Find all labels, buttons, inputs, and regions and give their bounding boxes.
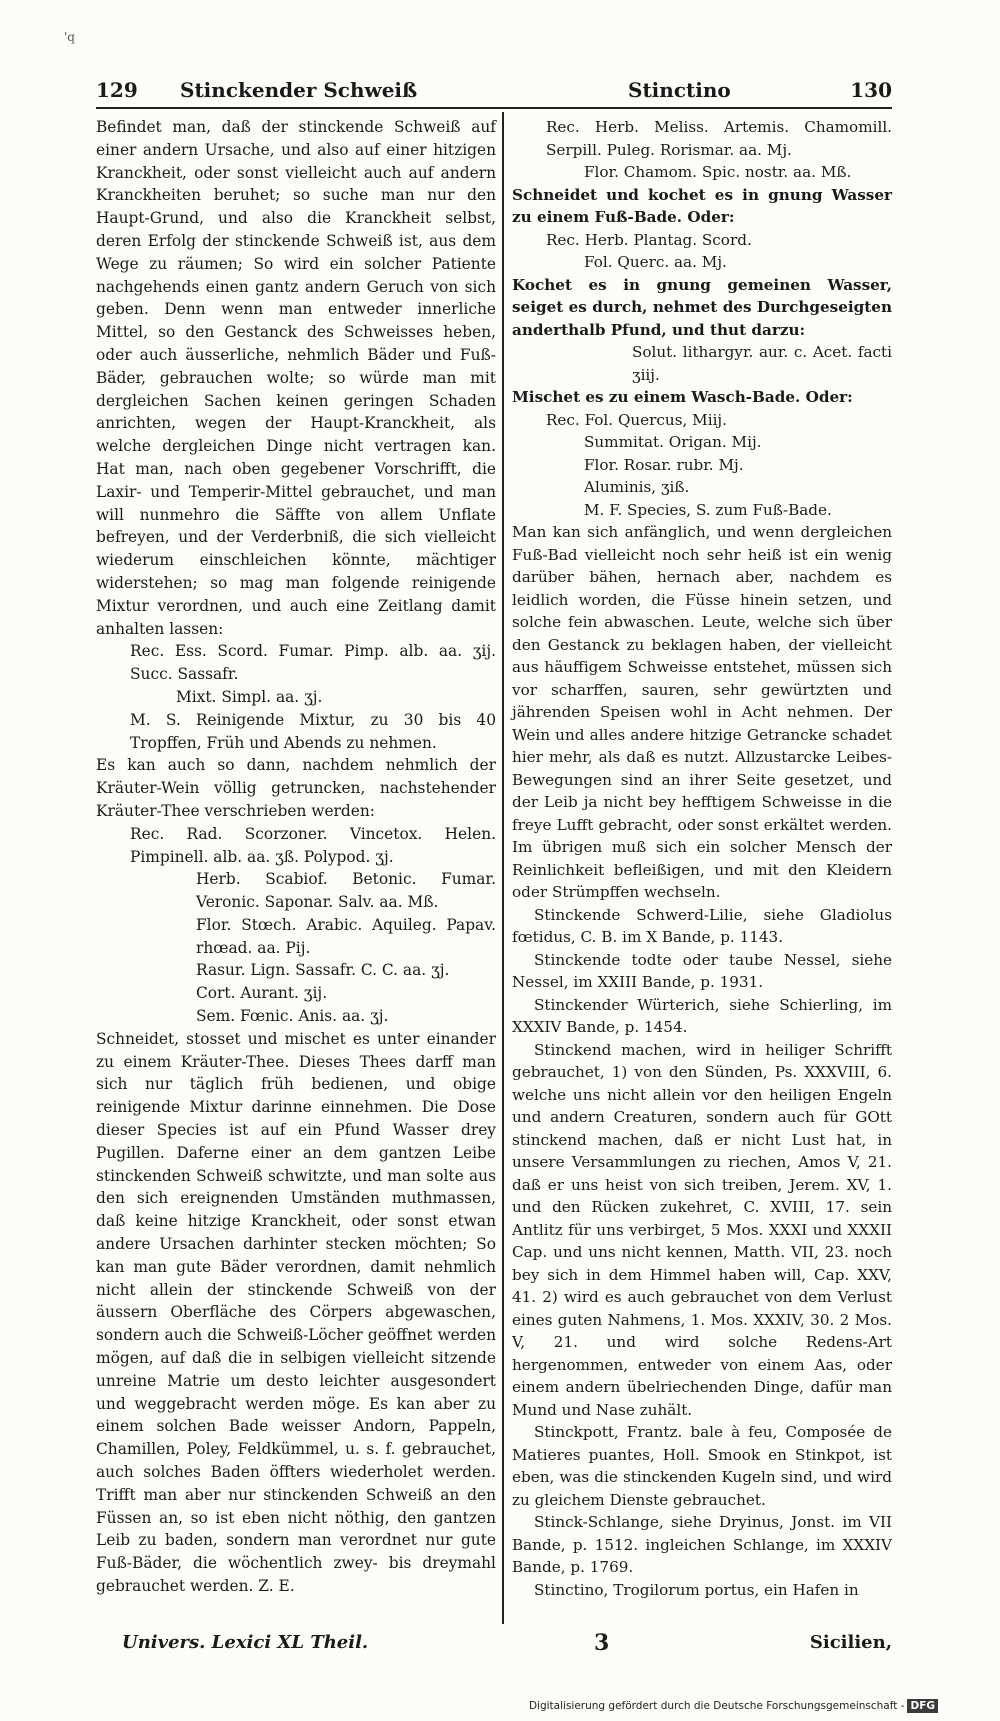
- page-header: [96, 74, 892, 108]
- left-column-paragraph: Es kan auch so dann, nachdem nehmlich der Kräuter-Wein völlig getruncken, nachstehender Kräuter-Thee verschrieben werden:: [96, 756, 496, 820]
- right-column-paragraph: Stinckend machen, wird in heiliger Schrifft gebrauchet, 1) von den Sünden, Ps. XXXVIII, 6. welche uns nicht allein vor den heiligen Engeln und andern Creaturen, sondern auch für GOtt stinckend machen, daß er nicht Lust hat, in unsere Versammlungen zu riechen, Amos V, 21. daß er uns heist von sich treiben, Jerem. XV, 1. und den Rücken zukehret, C. XVIII, 17. sein Antlitz für uns verbirget, 5 Mos. XXXI und XXXII Cap. und uns nicht kennen, Matth. VII, 23. noch bey sich in dem Himmel haben will, Cap. XXV, 41. 2) wird es auch gebrauchet von dem Verlust eines guten Nahmens, 1. Mos. XXXIV, 30. 2 Mos. V, 21. und wird solche Redens-Art hergenommen, entweder von einem Aas, oder einem andern übelriechenden Dinge, dafür man Mund und Nase zuhält.: [512, 1040, 892, 1419]
- right-column-paragraph: Rec. Fol. Quercus, Miij.: [546, 410, 727, 429]
- digitization-credit: [529, 1699, 938, 1713]
- right-column-paragraph: Stinckender Würterich, siehe Schierling, im XXXIV Bande, p. 1454.: [512, 995, 892, 1036]
- right-column-paragraph: Fol. Querc. aa. Mj.: [584, 253, 727, 271]
- right-running-title: Stinctino: [628, 78, 731, 102]
- right-column: [512, 116, 892, 1601]
- column-divider: [502, 112, 504, 1624]
- digitization-note: Digitalisierung gefördert durch die Deutsche Forschungsgemeinschaft -: [528, 1700, 905, 1712]
- right-column-paragraph: Rec. Herb. Plantag. Scord.: [546, 230, 752, 249]
- left-column-paragraph: Flor. Stœch. Arabic. Aquileg. Papav. rhœad. aa. Pij.: [196, 915, 496, 957]
- dfg-badge: DFG: [907, 1699, 938, 1713]
- left-column-paragraph: Mixt. Simpl. aa. ʒj.: [176, 687, 323, 706]
- left-column-paragraph: M. S. Reinigende Mixtur, zu 30 bis 40 Tropffen, Früh und Abends zu nehmen.: [130, 710, 496, 752]
- right-column-paragraph: Stinckpott, Frantz. bale à feu, Composée de Matieres puantes, Holl. Smook en Stinkpot, ist eben, was die stinckenden Kugeln sind, und wird zu gleichem Dienste gebrauchet.: [512, 1423, 892, 1509]
- right-column-paragraph: Mischet es zu einem Wasch-Bade. Oder:: [512, 388, 853, 406]
- left-column-paragraph: Schneidet, stosset und mischet es unter einander zu einem Kräuter-Thee. Dieses Thees darff man sich nur täglich früh bedienen, und obige reinigende Mixtur darinne einnehmen. Die Dose dieser Species ist auf ein Pfund Wasser drey Pugillen. Daferne einer an dem gantzen Leibe stinckenden Schweiß schwitzte, und man solte aus den sich ereignenden Umständen muthmassen, daß keine hitzige Kranckheit, oder sonst etwan andere Ursachen darhinter stecken möchten; So kan man gute Bäder verordnen, damit nehmlich nicht allein der stinckende Schweiß von der äussern Oberfläche des Cörpers abgewaschen, sondern auch die Schweiß-Löcher geöffnet werden mögen, auf daß die in selbigen vielleicht sitzende unreine Matrie um desto leichter ausgesondert und weggebracht werden möge. Es kan aber zu einem solchen Bade weisser Andorn, Pappeln, Chamillen, Poley, Feldkümmel, u. s. f. gebrauchet, auch solches Baden öffters wiederholet werden. Trifft man aber nur stinckenden Schweiß an den Füssen an, so ist eben nicht nöthig, den gantzen Leib zu baden, sondern man verordnet nur gute Fuß-Bäder, die wöchentlich zwey- bis dreymahl gebrauchet werden. Z. E.: [96, 1029, 496, 1595]
- right-column-paragraph: Rec. Herb. Meliss. Artemis. Chamomill. Serpill. Puleg. Rorismar. aa. Mj.: [546, 118, 892, 159]
- left-page-number: 129: [96, 78, 138, 102]
- right-page-number: 130: [850, 78, 892, 102]
- right-column-paragraph: Stinckende todte oder taube Nessel, siehe Nessel, im XXIII Bande, p. 1931.: [512, 950, 892, 991]
- right-column-paragraph: Kochet es in gnung gemeinen Wasser, seiget es durch, nehmet des Durchgeseigten anderthalb Pfund, und thut darzu:: [512, 275, 892, 339]
- right-column-paragraph: Summitat. Origan. Mij.: [584, 433, 762, 451]
- right-column-paragraph: Schneidet und kochet es in gnung Wasser zu einem Fuß-Bade. Oder:: [512, 185, 892, 226]
- catchword: Sicilien,: [809, 1632, 892, 1653]
- right-column-paragraph: Flor. Chamom. Spic. nostr. aa. Mß.: [584, 163, 852, 181]
- left-column-paragraph: Cort. Aurant. ʒij.: [196, 984, 328, 1003]
- left-column: [96, 116, 496, 1598]
- left-column-paragraph: Befindet man, daß der stinckende Schweiß auf einer andern Ursache, und also auf einer hitzigen Kranckheit, oder sonst vielleicht auch auf andern Kranckheiten beruhet; so suche man nur den Haupt-Grund, und also die Kranckheit selbst, deren Erfolg der stinckende Schweiß ist, aus dem Wege zu räumen; So wird ein solcher Patiente nachgehends einen gantz andern Geruch von sich geben. Denn wenn man entweder innerliche Mittel, so den Gestanck des Schweisses heben, oder auch äusserliche, nehmlich Bäder und Fuß-Bäder, gebrauchen wolte; so würde man mit dergleichen Sachen keinen geringen Schaden anrichten, wegen der Haupt-Kranckheit, als welche dergleichen Dinge nicht vertragen kan. Hat man, nach oben gegebener Vorschrifft, die Laxir- und Temperir-Mittel gebrauchet, und man will nunmehro die Säffte von allem Unflate befreyen, und der Verderbniß, die sich vielleicht wiederum einschleichen könnte, mächtiger widerstehen; so mag man folgende reinigende Mixtur verordnen, und auch eine Zeitlang damit anhalten lassen:: [96, 118, 496, 638]
- right-column-paragraph: Aluminis, ʒiß.: [584, 478, 690, 496]
- right-column-paragraph: Stinctino, Trogilorum portus, ein Hafen in: [534, 1580, 859, 1599]
- right-column-paragraph: Flor. Rosar. rubr. Mj.: [584, 455, 744, 474]
- right-column-paragraph: Man kan sich anfänglich, und wenn dergleichen Fuß-Bad vielleicht noch sehr heiß ist ein wenig darüber bähen, hernach aber, nachdem es leidlich worden, die Füsse hinein setzen, und solche fein abwaschen. Leute, welche sich über den Gestanck zu beklagen haben, der vielleicht aus häuffigem Schweisse entstehet, müssen sich vor scharffen, sauren, sehr gewürtzten und jährenden Speisen wohl in Acht nehmen. Der Wein und alles andere hitzige Getrancke schadet hier mehr, als daß es nutzt. Allzustarcke Leibes-Bewegungen sind an ihrer Seite gesetzet, und der Leib ja nicht bey hefftigem Schweisse in die freye Lufft gebracht, oder sonst erkältet werden. Im übrigen muß sich ein solcher Mensch der Reinlichkeit befleißigen, und mit den Kleidern oder Strümpffen wechseln.: [512, 523, 892, 901]
- corner-mark: 'q: [64, 30, 75, 44]
- right-column-paragraph: Solut. lithargyr. aur. c. Acet. facti ʒiij.: [632, 343, 892, 384]
- right-column-paragraph: Stinck-Schlange, siehe Dryinus, Jonst. im VII Bande, p. 1512. ingleichen Schlange, im XXXIV Bande, p. 1769.: [512, 1513, 892, 1576]
- right-column-paragraph: M. F. Species, S. zum Fuß-Bade.: [584, 500, 832, 519]
- left-running-title: Stinckender Schweiß: [180, 78, 418, 102]
- right-column-paragraph: Stinckende Schwerd-Lilie, siehe Gladiolus fœtidus, C. B. im X Bande, p. 1143.: [512, 905, 892, 946]
- left-column-paragraph: Herb. Scabiof. Betonic. Fumar. Veronic. Saponar. Salv. aa. Mß.: [196, 870, 496, 912]
- left-column-paragraph: Rasur. Lign. Sassafr. C. C. aa. ʒj.: [196, 961, 450, 980]
- left-column-paragraph: Rec. Rad. Scorzoner. Vincetox. Helen. Pimpinell. alb. aa. ʒß. Polypod. ʒj.: [130, 824, 496, 866]
- volume-footer: Univers. Lexici XL Theil.: [122, 1632, 369, 1653]
- left-column-paragraph: Rec. Ess. Scord. Fumar. Pimp. alb. aa. ʒij. Succ. Sassafr.: [130, 642, 496, 684]
- signature-mark: 3: [594, 1630, 610, 1656]
- left-column-paragraph: Sem. Fœnic. Anis. aa. ʒj.: [196, 1007, 389, 1026]
- header-rule: [96, 107, 892, 109]
